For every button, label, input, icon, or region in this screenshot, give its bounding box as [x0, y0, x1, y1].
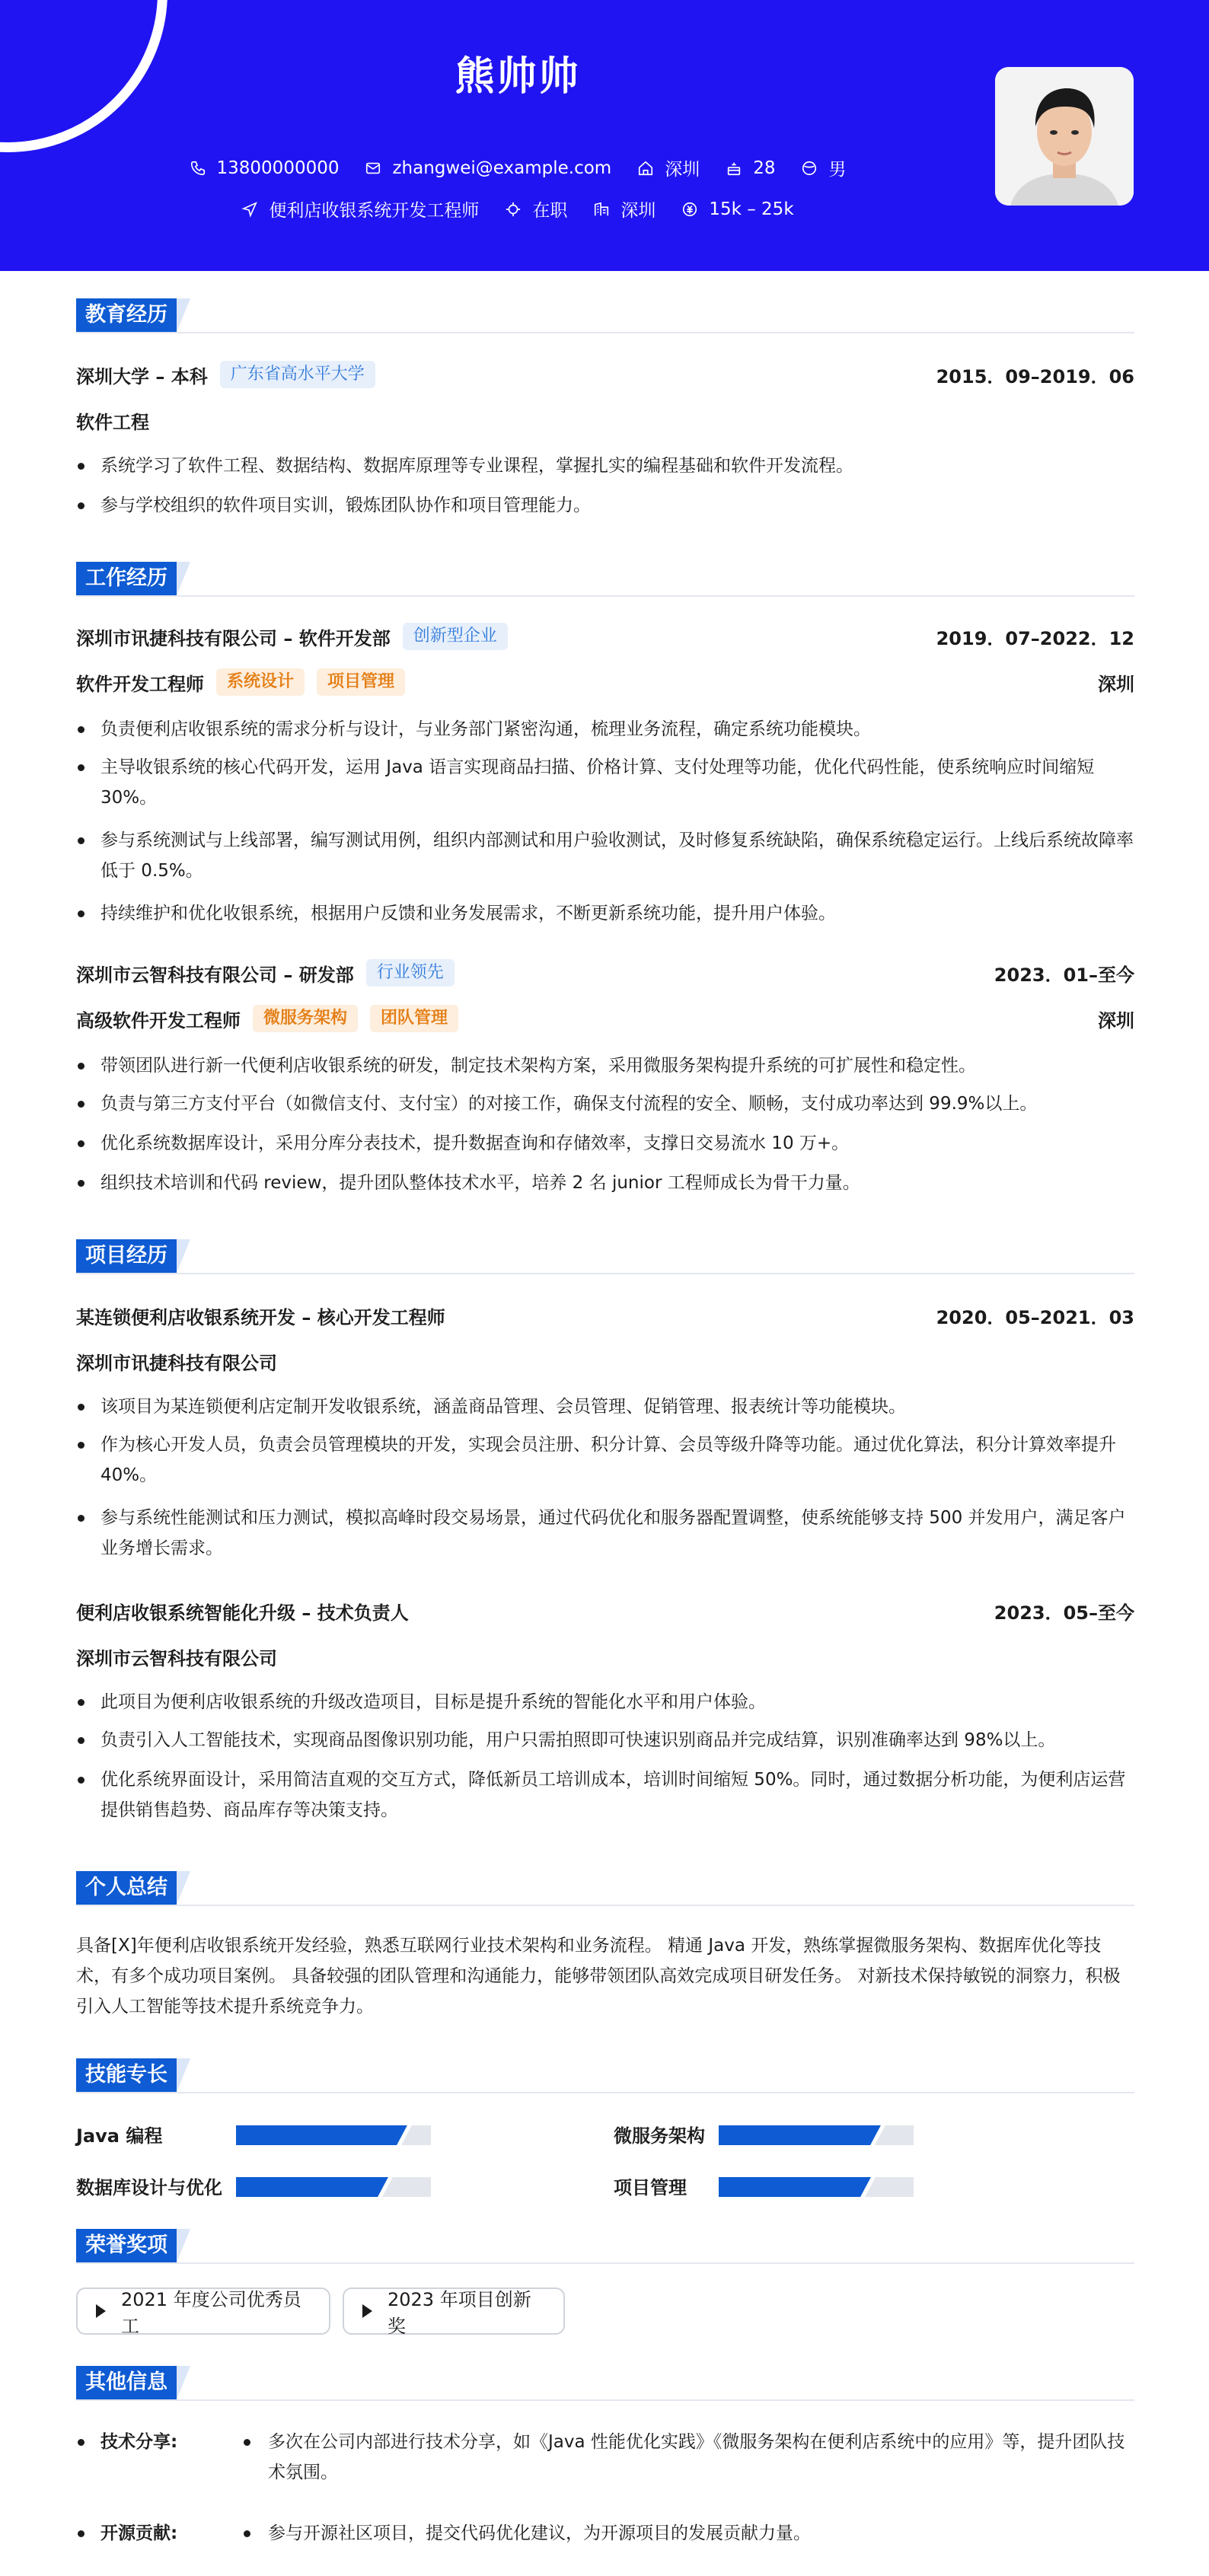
- work-role-row: [76, 668, 1134, 696]
- section-other: [76, 2366, 1134, 2401]
- section-title: 工作经历: [76, 562, 177, 595]
- education-date: 2015．09–2019．06: [936, 365, 1134, 387]
- home-icon: [637, 160, 654, 177]
- contact-row: [0, 155, 1035, 180]
- skill-bar-fill: [236, 2177, 381, 2197]
- city-item: [637, 155, 700, 180]
- skill-tag: 微服务架构: [253, 1005, 358, 1032]
- salary-item: [681, 199, 793, 219]
- salary-value: 15k – 25k: [709, 199, 794, 219]
- company-tag: 行业领先: [366, 959, 455, 987]
- status-item: [505, 196, 567, 222]
- list-item: 此项目为便利店收银系统的升级改造项目，目标是提升系统的智能化水平和用户体验。: [76, 1687, 1134, 1717]
- skill-tag: 系统设计: [216, 668, 305, 696]
- list-item: 系统学习了软件工程、数据结构、数据库原理等专业课程，掌握扎实的编程基础和软件开发流程。: [76, 451, 1134, 481]
- skill-bar: [719, 2125, 914, 2145]
- age-item: [726, 158, 775, 178]
- city-value: 深圳: [665, 160, 700, 180]
- work-date: 2023．01–至今: [994, 964, 1134, 986]
- job-role: 高级软件开发工程师: [76, 1009, 241, 1031]
- phone-value: 13800000000: [216, 158, 340, 178]
- salary-icon: [681, 201, 698, 218]
- skill-bar: [719, 2177, 914, 2197]
- list-item: 参与系统测试与上线部署，编写测试用例，组织内部测试和用户验收测试，及时修复系统缺陷，确保系统稳定运行。上线后系统故障率低于 0.5%。: [76, 825, 1134, 886]
- major: 软件工程: [76, 411, 149, 433]
- bullet-dot: [244, 2439, 250, 2446]
- job-icon: [241, 201, 258, 218]
- award-label: 2023 年项目创新奖: [388, 2289, 531, 2337]
- project-name: 某连锁便利店收银系统开发 – 核心开发工程师: [76, 1306, 445, 1328]
- section-title: 技能专长: [76, 2058, 177, 2092]
- work-city: 深圳: [1098, 1009, 1134, 1031]
- other-key: 开源贡献:: [100, 2523, 178, 2543]
- mail-icon: [365, 160, 381, 177]
- play-icon: [362, 2304, 372, 2318]
- list-item: 作为核心开发人员，负责会员管理模块的开发，实现会员注册、积分计算、会员等级升降等功能。通过优化算法，积分计算效率提升 40%。: [76, 1430, 1134, 1490]
- work-header: [76, 959, 1134, 987]
- bullet-dot: [78, 2439, 85, 2446]
- list-item: 参与学校组织的软件项目实训，锻炼团队协作和项目管理能力。: [76, 490, 1134, 521]
- skill-bar: [236, 2125, 431, 2145]
- resume-header: [0, 0, 1209, 271]
- list-item: 参与系统性能测试和压力测试，模拟高峰时段交易场景，通过代码优化和服务器配置调整，使系统能够支持 500 并发用户，满足客户业务增长需求。: [76, 1503, 1134, 1564]
- status-value: 在职: [532, 201, 568, 221]
- project-header: [76, 1597, 1134, 1624]
- skill-label: 微服务架构: [614, 2125, 705, 2147]
- project-date: 2020．05–2021．03: [936, 1306, 1134, 1328]
- project-company: 深圳市讯捷科技有限公司: [76, 1352, 277, 1374]
- section-education: [76, 298, 1134, 333]
- award-chip: [343, 2287, 565, 2335]
- target-city-value: 深圳: [620, 201, 656, 221]
- list-item: 优化系统界面设计，采用简洁直观的交互方式，降低新员工培训成本，培训时间缩短 50%。同时，通过数据分析功能，为便利店运营提供销售趋势、商品库存等决策支持。: [76, 1765, 1134, 1825]
- award-label: 2021 年度公司优秀员工: [121, 2289, 301, 2337]
- list-item: 优化系统数据库设计，采用分库分表技术，提升数据查询和存储效率，支撑日交易流水 10 万+。: [76, 1128, 1134, 1159]
- section-projects: [76, 1239, 1134, 1274]
- other-item: [76, 2518, 1134, 2549]
- list-item: 带领团队进行新一代便利店收银系统的研发，制定技术架构方案，采用微服务架构提升系统的可扩展性和稳定性。: [76, 1050, 1134, 1081]
- list-item: 该项目为某连锁便利店定制开发收银系统，涵盖商品管理、会员管理、促销管理、报表统计等功能模块。: [76, 1392, 1134, 1422]
- section-awards: [76, 2229, 1134, 2264]
- list-item: 组织技术培训和代码 review，提升团队整体技术水平，培养 2 名 junior 工程师成长为骨干力量。: [76, 1168, 1134, 1198]
- email-item: [365, 158, 611, 178]
- candidate-name: 熊帅帅: [455, 54, 581, 100]
- skill-label: Java 编程: [76, 2125, 163, 2147]
- section-title: 荣誉奖项: [76, 2229, 177, 2262]
- company-name: 深圳市讯捷科技有限公司 – 软件开发部: [76, 627, 391, 649]
- avatar: [995, 67, 1134, 206]
- age-value: 28: [753, 158, 776, 178]
- age-icon: [726, 160, 742, 177]
- award-chip: [76, 2287, 330, 2335]
- work-header: [76, 623, 1134, 650]
- other-key: 技术分享:: [100, 2432, 178, 2452]
- company-name: 深圳市云智科技有限公司 – 研发部: [76, 964, 354, 986]
- list-item: 持续维护和优化收银系统，根据用户反馈和业务发展需求，不断更新系统功能，提升用户体验。: [76, 898, 1134, 929]
- status-icon: [505, 201, 522, 218]
- section-title: 教育经历: [76, 298, 177, 332]
- phone-item: [190, 158, 340, 178]
- job-role: 软件开发工程师: [76, 673, 204, 695]
- section-title: 个人总结: [76, 1871, 177, 1905]
- skill-bar-fill: [719, 2177, 864, 2197]
- phone-icon: [190, 160, 206, 177]
- other-value: 多次在公司内部进行技术分享，如《Java 性能优化实践》《微服务架构在便利店系统中的应用》等，提升团队技术氛围。: [268, 2432, 1125, 2482]
- skill-tag: 团队管理: [370, 1005, 458, 1032]
- job-row: [0, 196, 1035, 222]
- skill-bar: [236, 2177, 431, 2197]
- list-item: 负责与第三方支付平台（如微信支付、支付宝）的对接工作，确保支付流程的安全、顺畅，支付成功率达到 99.9%以上。: [76, 1089, 1134, 1119]
- target-job-value: 便利店收银系统开发工程师: [269, 201, 480, 221]
- other-item: [76, 2427, 1134, 2495]
- section-skills: [76, 2058, 1134, 2093]
- project-date: 2023．05–至今: [994, 1602, 1134, 1624]
- skill-bar-fill: [236, 2125, 400, 2145]
- gender-value: 男: [828, 160, 847, 180]
- summary-text: 具备[X]年便利店收银系统开发经验，熟悉互联网行业技术架构和业务流程。 精通 Java 开发，熟练掌握微服务架构、数据库优化等技术，有多个成功项目案例。 具备较强的团队管理和沟通能力，能够带领团队高效完成项目研发任务。 对新技术保持敏锐的洞察力，积极引入人工智能等技术提升系统竞争力。: [76, 1936, 1121, 2016]
- target-job-item: [241, 196, 479, 222]
- list-item: 负责便利店收银系统的需求分析与设计，与业务部门紧密沟通，梳理业务流程，确定系统功能模块。: [76, 714, 1134, 744]
- city-icon: [593, 201, 610, 218]
- work-city: 深圳: [1098, 673, 1134, 695]
- education-header: [76, 361, 1134, 388]
- school-name: 深圳大学 – 本科: [76, 365, 208, 387]
- work-date: 2019．07–2022．12: [936, 627, 1134, 649]
- section-title: 其他信息: [76, 2366, 177, 2399]
- section-summary: [76, 1871, 1134, 1906]
- target-city-item: [593, 196, 656, 222]
- skill-label: 数据库设计与优化: [76, 2177, 222, 2198]
- section-title: 项目经历: [76, 1239, 177, 1273]
- work-role-row: [76, 1005, 1134, 1032]
- list-item: 负责引入人工智能技术，实现商品图像识别功能，用户只需拍照即可快速识别商品并完成结算，识别准确率达到 98%以上。: [76, 1725, 1134, 1755]
- project-company: 深圳市云智科技有限公司: [76, 1647, 277, 1669]
- email-value: zhangwei@example.com: [392, 158, 612, 178]
- gender-icon: [801, 160, 818, 177]
- company-tag: 创新型企业: [403, 623, 508, 650]
- skill-tag: 项目管理: [317, 668, 405, 696]
- skill-bar-fill: [719, 2125, 874, 2145]
- bullet-dot: [78, 2530, 85, 2537]
- bullet-dot: [244, 2530, 250, 2537]
- skill-label: 项目管理: [614, 2177, 687, 2198]
- section-work: [76, 562, 1134, 597]
- school-tag: 广东省高水平大学: [220, 361, 375, 388]
- other-value: 参与开源社区项目，提交代码优化建议，为开源项目的发展贡献力量。: [268, 2523, 811, 2543]
- list-item: 主导收银系统的核心代码开发，运用 Java 语言实现商品扫描、价格计算、支付处理等功能，优化代码性能，使系统响应时间缩短 30%。: [76, 752, 1134, 813]
- project-header: [76, 1302, 1134, 1329]
- play-icon: [96, 2304, 106, 2318]
- gender-item: [801, 155, 846, 180]
- project-name: 便利店收银系统智能化升级 – 技术负责人: [76, 1602, 409, 1624]
